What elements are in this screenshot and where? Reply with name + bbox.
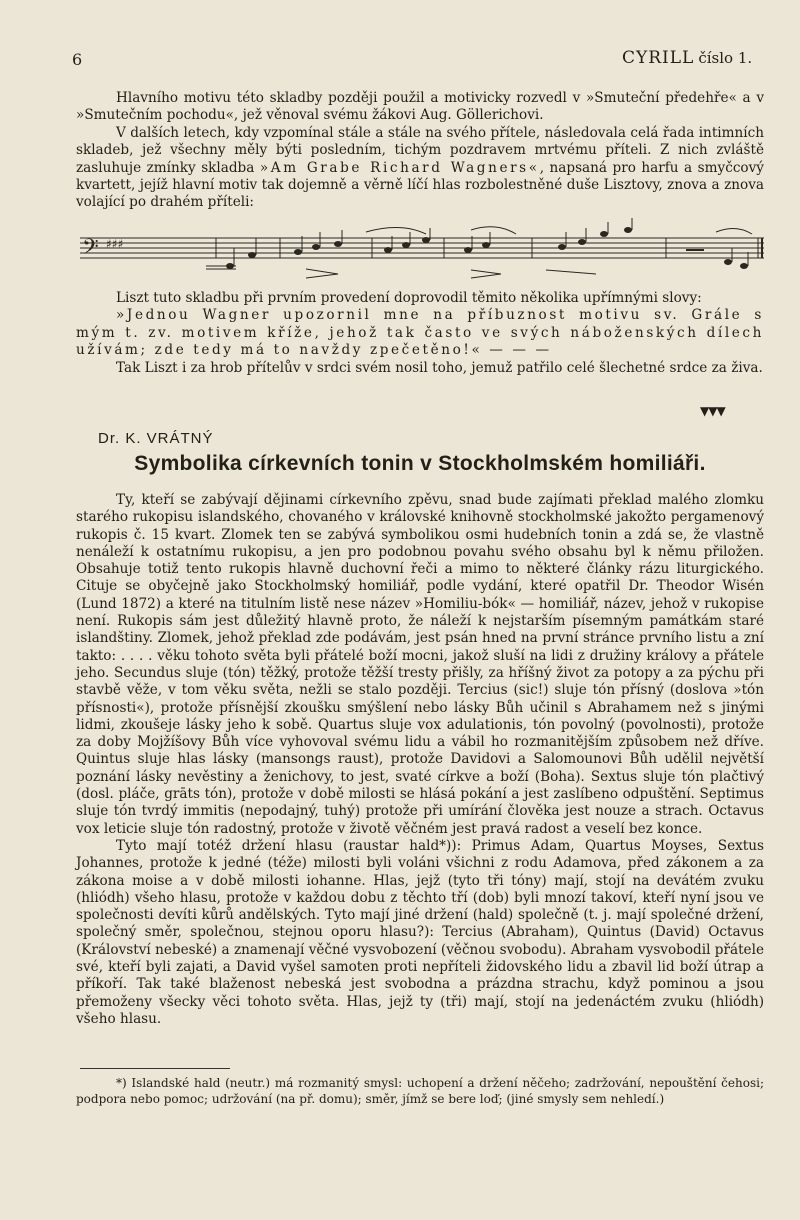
music-notation-figure: [76, 214, 766, 288]
page-number: 6: [72, 50, 83, 69]
svg-text:𝄢: 𝄢: [82, 235, 99, 265]
work-title: »Am Grabe Richard Wagners«: [259, 159, 540, 176]
svg-text:♯♯♯: ♯♯♯: [106, 237, 124, 251]
article-body: [76, 492, 764, 1028]
footnote: *) Islandské hald (neutr.) má rozmanitý smysl: uchopení a držení něčeho; zadržování, nepouštění čehosi; podpora nebo pomoc; udržování (na př. domu); směr, jímž se bere loď; (jiné smysly sem nehledí.): [76, 1076, 764, 1106]
article-author: Dr. K. VRÁTNÝ: [98, 430, 214, 447]
paragraph: Ty, kteří se zabývají dějinami církevního zpěvu, snad bude zajímati překlad malého zlomku starého rukopisu islandského, chovaného v královské knihovně stockholmské jakožto pergamenový rukopis č. 15 kvart. Zlomek ten se zabývá symbolikou osmi hudebních tonin a zdá se, že vlastně nenáleží k ostatnímu rukopisu, a jen pro podobnou povahu svého obsahu byl k němu přiložen. Obsahuje totiž tento rukopis hlavně duchovní řeči a mimo to některé články rázu liturgického. Cituje se obyčejně jako Stockholmský homiliář, podle vydání, které opatřil Dr. Theodor Wisén (Lund 1872) a které na titulním listě nese název »Homiliu-bók« — homiliář, název, jehož v rukopise není. Rukopis sám jest důležitý hlavně proto, že náleží k nejstarším písemným památkám staré islandštiny. Zlomek, jehož překlad zde podávám, jest psán hned na první stránce prvního listu a zní takto: . . . . věku tohoto světa byli přátelé boží mocni, jakož sluší na lidi z družiny královy a přátele jeho. Secundus sluje (tón) těžký, protože těžší tresty přišly, za hříšný život za potopy a za pýchu při stavbě věže, v tom věku světa, nežli se stalo později. Tercius (sic!) sluje tón přísný (doslova »tón přísnosti«), protože přísnější zkoušku smýšlení nebo lásky Bůh učinil s Abrahamem než s jinými lidmi, zkoušeje lásky jeho k sobě. Quartus sluje vox adulationis, tón povolný (povolnosti), protože za doby Mojžíšovy Bůh více vyhovoval svému lidu a vábil ho rozmanitějším způsobem než dříve. Quintus sluje hlas lásky (mansongs raust), protože Davidovi a Salomounovi Bůh udělil největší poznání lásky nevěstiny a ženichovy, to jest, svaté církve a boží (Boha). Sextus sluje tón plačtivý (dosl. pláče, grāts tón), protože v době milosti se hlásá pokání a jest zaslíbeno odpuštění. Septimus sluje tón tvrdý immitis (nepodajný, tuhý) protože při umírání člověka jest nouze a strach. Octavus vox leticie sluje tón radostný, protože v životě věčném jest pravá radost a veselí bez konce.: [76, 492, 764, 837]
paragraph: V dalších letech, kdy vzpomínal stále a stále na svého přítele, následovala celá řada intimních skladeb, jež všechny měly býti posledním, tichým pozdravem mrtvému příteli. Z nich zvláště zasluhuje zmínky skladba »Am Grabe Richard Wagners«, napsaná pro harfu a smyčcový kvartett, jejíž hlavní motiv tak dojemně a věrně líčí hlas rozbolestněné duše Lisztovy, znova a znova volající po drahém příteli:: [76, 124, 764, 211]
journal-name: CYRILL: [622, 48, 695, 68]
running-header: [622, 48, 752, 68]
paragraph: Tak Liszt i za hrob přítelův v srdci svém nosil toho, jemuž patřilo celé šlechetné srdce za živa.: [116, 359, 763, 376]
liszt-quote: »Jednou Wagner upozornil mne na příbuznost motivu sv. Grále s mým t. zv. motivem kříže, jehož tak často ve svých náboženských dílech užívám; zde tedy má to navždy zpečetěno!« — — —: [76, 307, 764, 359]
after-music-text: [76, 290, 764, 377]
paragraph: Hlavního motivu této skladby později použil a motivicky rozvedl v »Smuteční předehře« a v »Smutečním pochodu«, jež věnoval svému žákovi Aug. Göllerichovi.: [76, 90, 764, 124]
paragraph: Tyto mají totéž držení hlasu (raustar hald*)): Primus Adam, Quartus Moyses, Sextus Johannes, protože k jedné (téže) milosti byli voláni všichni z rodu Adamova, před zákonem a za zákona moise a v době milosti iohanne. Hlas, jejž (tyto tři tóny) mají, stojí na devátém zvuku (hliódh) všeho hlasu, protože v každou dobu z těchto tří (dob) byli mnozí takoví, kteří nyní jsou ve společnosti devíti kůrů andělských. Tyto mají jiné držení (hald) společně (t. j. mají společné držení, společný směr, společnou, stejnou oporu hlasu?): Tercius (Abraham), Quintus (David) Octavus (Království nebeské) a znamenají věčné vysvobození (věčnou svobodu). Abraham vysvobodil přátele své, kteří byli zajati, a David vyšel samoten proti nepříteli židovského lidu a zbavil lid boží útrap a příkoří. Tak také blaženost nebeská jest svobodna a prázdna strachu, když pominou a jsou přemoženy všecky věci tohoto světa. Hlas, jejž ty (tři) mají, stojí na jedenáctém zvuku (hliódh) všeho hlasu.: [76, 837, 764, 1027]
article-title: Symbolika církevních tonin v Stockholmském homiliáři.: [134, 452, 706, 475]
footnote-rule: [80, 1068, 230, 1069]
intro-text: [76, 90, 764, 212]
paragraph: Liszt tuto skladbu při prvním provedení doprovodil těmito několika upřímnými slovy:: [116, 290, 702, 306]
issue-number: číslo 1.: [698, 49, 753, 67]
ornament-divider: ▼▼▼: [700, 404, 725, 418]
